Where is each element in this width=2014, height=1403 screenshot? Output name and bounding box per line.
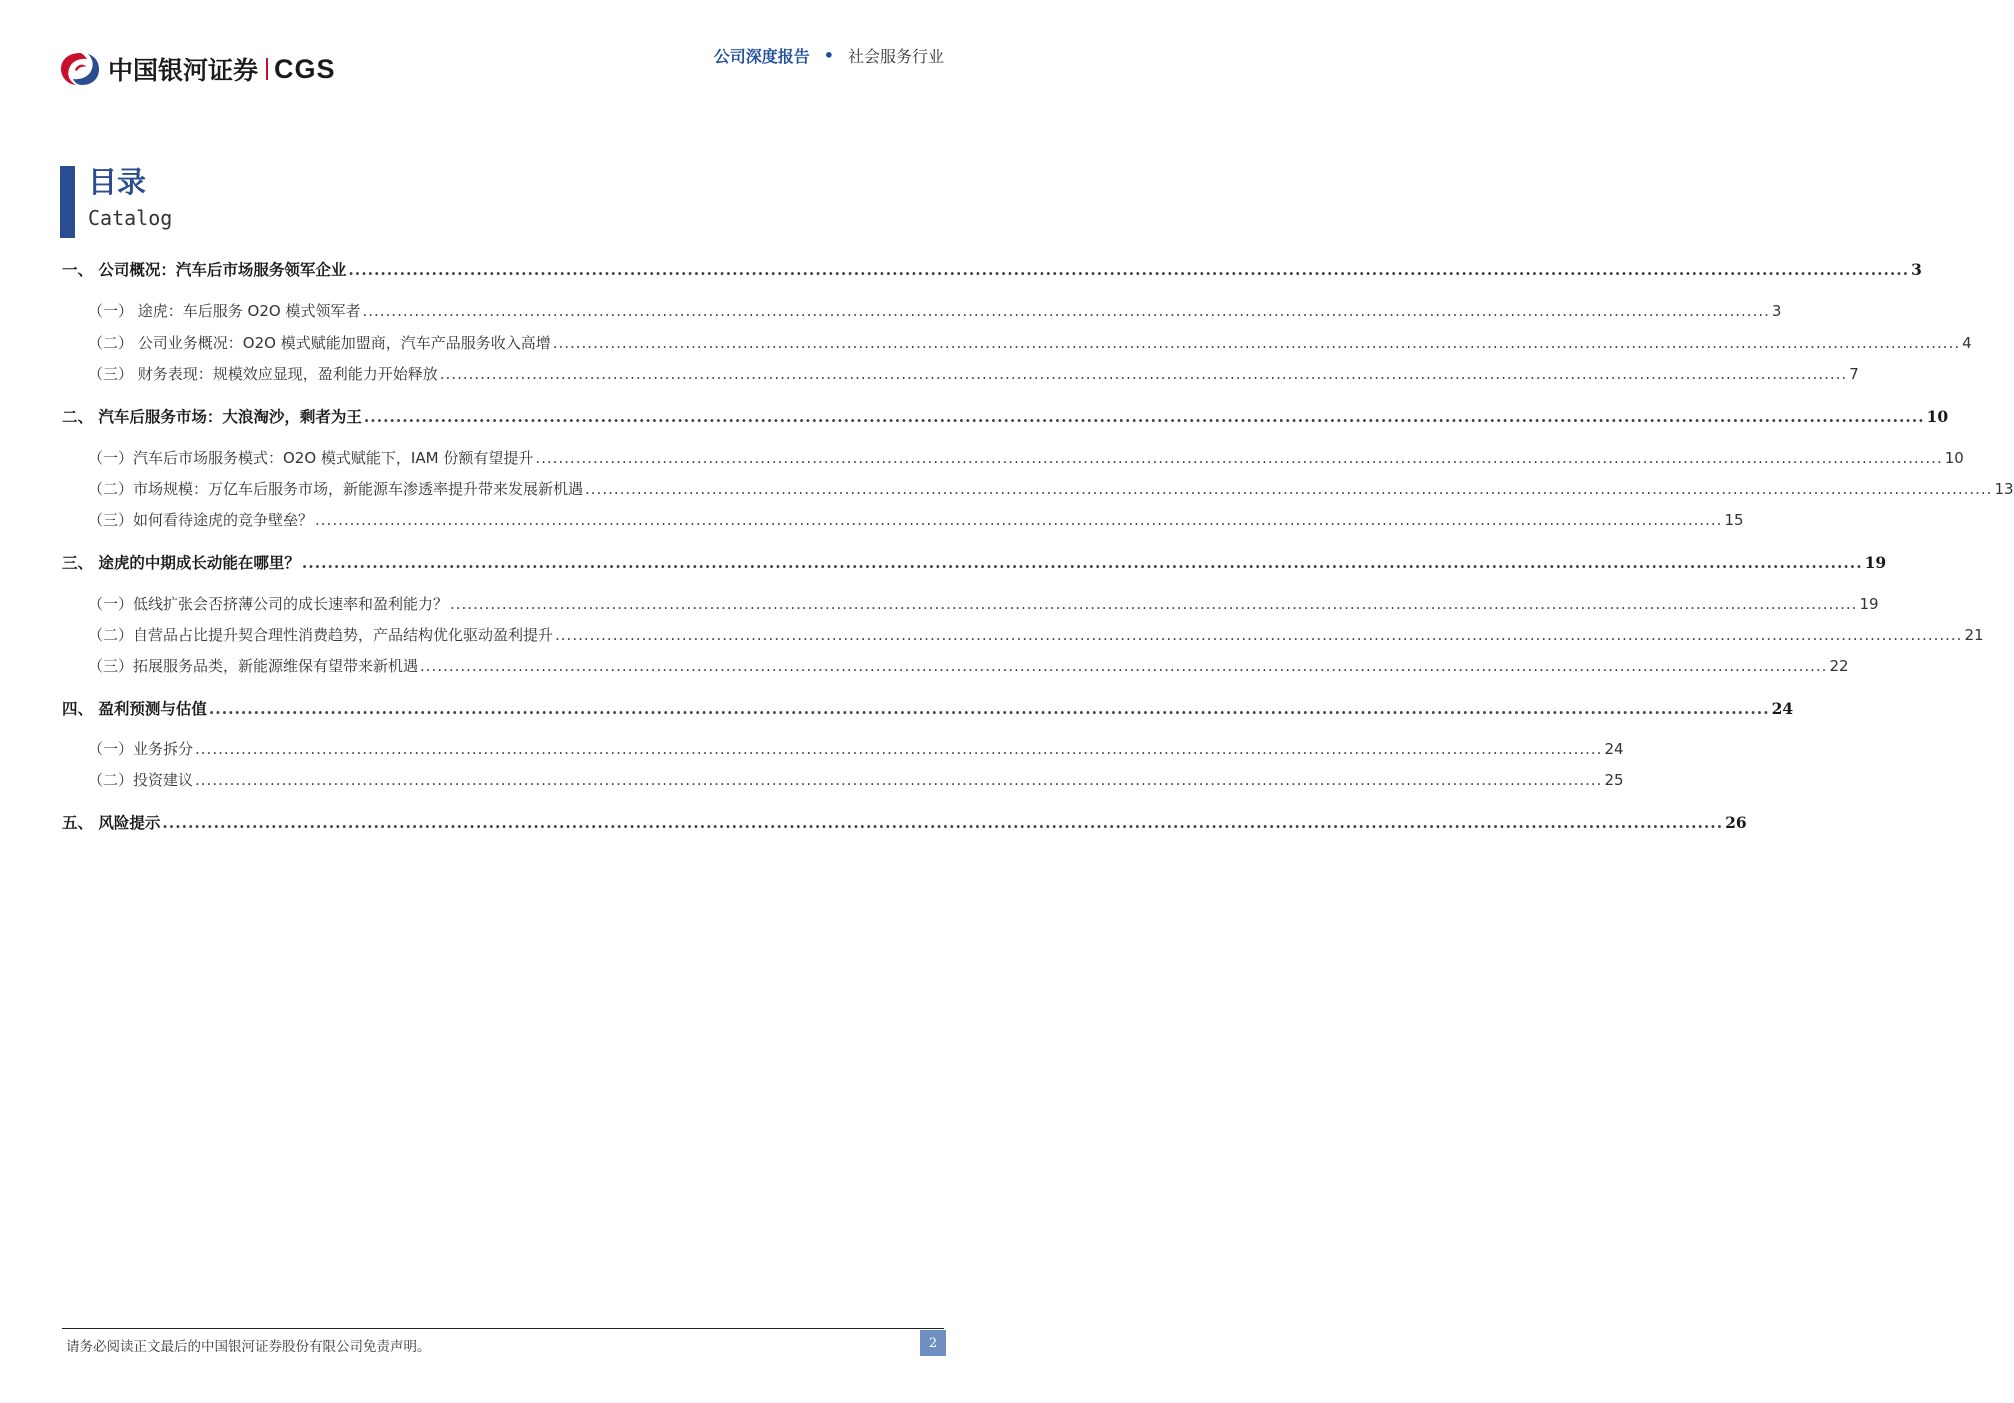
toc-entry-text: （二）投资建议 (88, 771, 194, 789)
toc-subsection[interactable] (62, 655, 1849, 676)
toc-page-number: 19 (1859, 595, 1879, 613)
logo-divider (266, 58, 268, 80)
toc-page-number: 24 (1771, 699, 1794, 718)
toc-entry-text: （二）自营品占比提升契合理性消费趋势，产品结构优化驱动盈利提升 (88, 626, 554, 644)
footer-divider (62, 1328, 944, 1329)
logo-chinese-name: 中国银河证券 (108, 56, 259, 85)
toc-section[interactable] (62, 258, 1922, 280)
toc-leader: .................................................................................................................................................................................................................................................... (363, 407, 1925, 426)
industry-label: 社会服务行业 (847, 47, 944, 66)
toc-entry-text: 三、 途虎的中期成长动能在哪里？ (62, 553, 300, 572)
toc-leader: .................................................................................................................................................................................................................................................... (555, 626, 1963, 644)
toc-section[interactable] (62, 551, 1887, 573)
toc-page-number: 22 (1829, 657, 1849, 675)
toc-leader: .................................................................................................................................................................................................................................................... (348, 260, 1910, 279)
toc-entry-text: （一） 途虎：车后服务 O2O 模式领军者 (88, 302, 361, 320)
toc-leader: .................................................................................................................................................................................................................................................... (450, 595, 1858, 613)
toc-entry-text: 五、 风险提示 (62, 813, 161, 832)
toc-leader: .................................................................................................................................................................................................................................................... (315, 511, 1723, 529)
toc-page-number: 3 (1771, 302, 1782, 320)
toc-subsection[interactable] (62, 300, 1782, 321)
toc-leader: .................................................................................................................................................................................................................................................... (420, 657, 1828, 675)
toc-entry-text: （一）低线扩张会否挤薄公司的成长速率和盈利能力？ (88, 595, 449, 613)
toc-section[interactable] (62, 697, 1794, 719)
toc-page-number: 15 (1724, 511, 1744, 529)
toc-page-number: 25 (1604, 771, 1624, 789)
toc-leader: .................................................................................................................................................................................................................................................... (195, 740, 1603, 758)
title-accent-bar (60, 166, 75, 238)
toc-subsection[interactable] (62, 509, 1744, 530)
toc-entry-text: （三）如何看待途虎的竞争壁垒？ (88, 511, 314, 529)
toc-subsection[interactable] (62, 332, 1972, 353)
toc-page-number: 10 (1926, 407, 1949, 426)
header-separator: • (823, 46, 834, 65)
toc-subsection[interactable] (62, 593, 1879, 614)
toc-entry-text: （二）市场规模：万亿车后服务市场，新能源车渗透率提升带来发展新机遇 (88, 480, 584, 498)
galaxy-logo-icon (58, 50, 102, 88)
company-logo (58, 50, 336, 88)
toc-page-number: 4 (1962, 334, 1972, 352)
toc-entry-text: 四、 盈利预测与估值 (62, 699, 207, 718)
page-title: 目录 (88, 165, 147, 199)
toc-subsection[interactable] (62, 624, 1984, 645)
toc-leader: .................................................................................................................................................................................................................................................... (208, 699, 1770, 718)
toc-page-number: 10 (1944, 449, 1964, 467)
toc-page-number: 7 (1849, 365, 1859, 383)
toc-leader: .................................................................................................................................................................................................................................................... (439, 365, 1848, 383)
report-type: 公司深度报告 (713, 47, 810, 66)
toc-leader: .................................................................................................................................................................................................................................................... (162, 813, 1724, 832)
toc-leader: .................................................................................................................................................................................................................................................... (301, 553, 1863, 572)
toc-entry-text: （二） 公司业务概况：O2O 模式赋能加盟商，汽车产品服务收入高增 (88, 334, 551, 352)
toc-subsection[interactable] (62, 769, 1624, 790)
toc-leader: .................................................................................................................................................................................................................................................... (585, 480, 1993, 498)
toc-entry-text: （一）汽车后市场服务模式：O2O 模式赋能下，IAM 份额有望提升 (88, 449, 534, 467)
toc-entry-text: （三）拓展服务品类，新能源维保有望带来新机遇 (88, 657, 419, 675)
toc-page-number: 19 (1864, 553, 1887, 572)
page-number-badge: 2 (920, 1330, 946, 1356)
toc-leader: .................................................................................................................................................................................................................................................... (362, 302, 1770, 320)
toc-section[interactable] (62, 405, 1949, 427)
toc-subsection[interactable] (62, 478, 2014, 499)
toc-section[interactable] (62, 811, 1747, 833)
page-subtitle: Catalog (88, 206, 173, 230)
toc-page-number: 26 (1725, 813, 1747, 832)
logo-english-name: CGS (274, 53, 336, 84)
toc-page-number: 24 (1604, 740, 1624, 758)
toc-subsection[interactable] (62, 447, 1964, 468)
toc-leader: .................................................................................................................................................................................................................................................... (195, 771, 1603, 789)
toc-subsection[interactable] (62, 738, 1624, 759)
toc-leader: .................................................................................................................................................................................................................................................... (535, 449, 1943, 467)
toc-subsection[interactable] (62, 363, 1859, 384)
toc-page-number: 3 (1911, 260, 1922, 279)
toc-entry-text: （一）业务拆分 (88, 740, 194, 758)
toc-entry-text: 二、 汽车后服务市场：大浪淘沙，剩者为王 (62, 407, 362, 426)
toc-page-number: 13 (1994, 480, 2014, 498)
toc-entry-text: （三） 财务表现：规模效应显现，盈利能力开始释放 (88, 365, 438, 383)
report-header (714, 44, 944, 67)
toc-leader: .................................................................................................................................................................................................................................................... (552, 334, 1961, 352)
toc-page-number: 21 (1964, 626, 1984, 644)
toc-entry-text: 一、 公司概况：汽车后市场服务领军企业 (62, 260, 347, 279)
footer-disclaimer: 请务必阅读正文最后的中国银河证券股份有限公司免责声明。 (66, 1339, 431, 1355)
